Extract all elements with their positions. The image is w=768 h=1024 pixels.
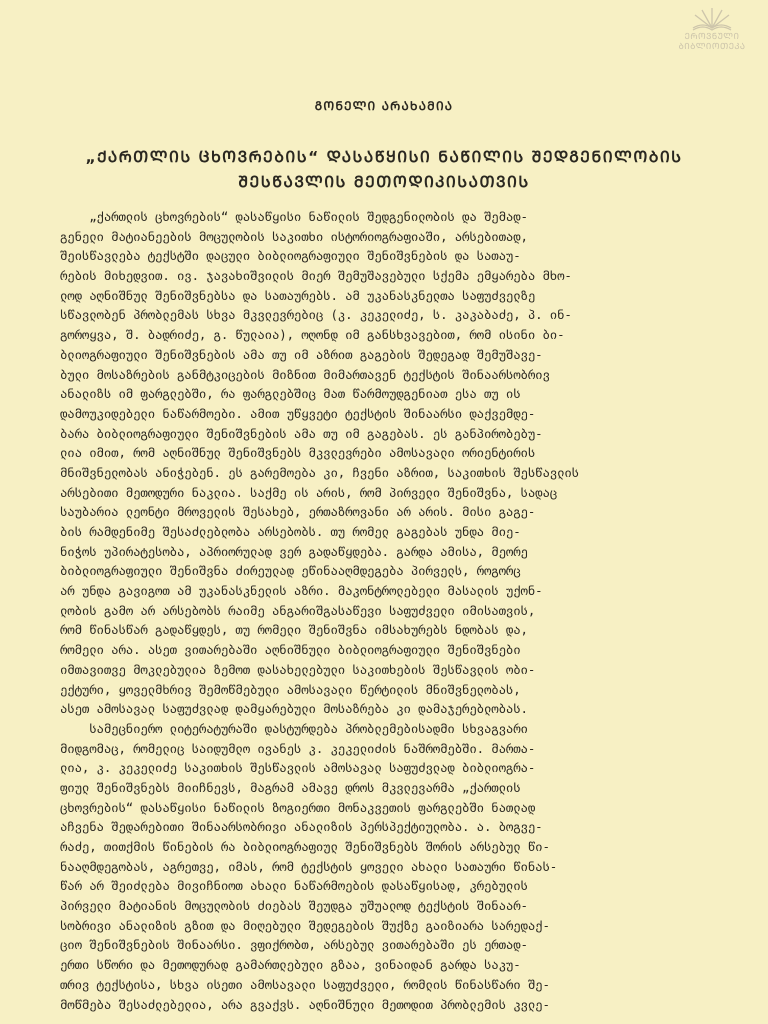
text-line: სობრივი ანალიზის გზით და მიღებული შედეგების შუქზე გაიზიარა სარედაქ- (60, 917, 550, 933)
text-line: ერთი სწორი და მეთოდურად გამართლებული გზაა, ვინაიდან გარდა საკუ- (60, 957, 521, 973)
text-line: მნიშვნელობას ანიჭებენ. ეს გარემოება კი, ჩვენი აზრით, საკითხის შესწავლის (60, 464, 579, 480)
text-line: პირველი მატიანის მოცულობის ძიებას შეუდგა უშუალოდ ტექსტის შინაარ- (60, 898, 528, 914)
text-line: არსებითი მეთოდური ნაკლია. საქმე ის არის, რომ პირველი შენიშვნა, სადაც (60, 484, 558, 500)
text-line: ასეთ ამოსავალ საფუძვლად დამყარებული მოსაზრება კი დამაჯერებლობას. (60, 701, 528, 717)
article-body (60, 207, 715, 1014)
text-line: ლობის გამო არ არსებობს რაიმე ანგარიშგასაწევი საფუძველი იმისათვის, (60, 602, 536, 618)
title-line: ᲨᲔᲡᲬᲐᲕᲚᲘᲡ ᲛᲔᲗᲝᲓᲘᲙᲘᲡᲐᲗᲕᲘᲡ (238, 173, 530, 191)
text-line: ლოდ აღნიშნულ შენიშვნებსა და სათაურებს. ამ უკანასკნელთა საფუძველზე (60, 287, 536, 303)
text-line: შეისწავლება ტექსტში დაცული ბიბლიოგრაფიული შენიშვნების და სათაუ- (60, 248, 521, 264)
text-line: სწავლობენ პრობლემას სხვა მკვლევრებიც (კ. კეკელიძე, ს. კაკაბაძე, პ. ინ- (60, 307, 572, 323)
text-line: რაძე, თითქმის წინების რა ბიბლიოგრაფიულ შენიშვნებს შორის არსებულ წი- (60, 839, 550, 854)
library-stamp (666, 2, 758, 74)
text-line: საუბარია ლეონტი მროველის შესახებ, ერთაზროვანი არ არის. მისი გაგე- (60, 504, 536, 520)
text-line: ბიბლიოგრაფიული შენიშვნა ძირეულად ეწინააღმდეგება პირველს, როგორც (60, 563, 521, 579)
text-line: არ უნდა გავიგოთ ამ უკანასკნელის აზრი. მაკონტროლებელი მასალის უქონ- (60, 583, 543, 599)
text-line: ნააღმდეგობას, აგრეთვე, იმას, რომ ტექსტის ყოველი ახალი სათაური წინას- (60, 858, 558, 874)
text-line: ბლიოგრაფიული შენიშვნების ამა თუ იმ აზრით გაგების შედეგად შემუშავე- (60, 346, 543, 362)
text-line: რომელი არა. ასეთ ვითარებაში აღნიშნული ბიბლიოგრაფიული შენიშვნები (60, 642, 521, 658)
author-name: ᲒᲝᲜᲔᲚᲘ ᲐᲠᲐᲮᲐᲛᲘᲐ (314, 99, 454, 113)
article-title (60, 145, 708, 195)
text-line: წარ არ შეიძლება მივიჩნიოთ ახალი ნაწარმოების დასაწყისად, კრებულის (60, 878, 528, 894)
text-line: ციო შენიშვნების შინაარსი. ვფიქრობთ, არსებულ ვითარებაში ეს ერთად- (60, 937, 528, 953)
text-line: ანალიზს იმ ფარგლებში, რა ფარგლებშიც მათ წარმოუდგენიათ ესა თუ ის (60, 386, 521, 402)
text-line: „ქართლის ცხოვრების“ დასაწყისი ნაწილის შედგენილობის და შემად- (60, 209, 528, 224)
text-line: მიდგომაც, რომელიც საიდუმლო ივანეს კ. კეკელიძის ნაშრომებში. მართა- (60, 740, 536, 756)
text-line: ბარა ბიბლიოგრაფიული შენიშვნების ამა თუ იმ გაგებას. ეს განპირობებუ- (60, 425, 543, 441)
title-line: „ᲥᲐᲠᲗᲚᲘᲡ ᲪᲮᲝᲕᲠᲔᲑᲘᲡ“ ᲓᲐᲡᲐᲬᲧᲘᲡᲘ ᲜᲐᲬᲘᲚᲘᲡ ᲨᲔᲓᲒᲔᲜᲘᲚᲝᲑᲘᲡ (85, 148, 683, 166)
text-line: ნიჭოს უპირატესობა, აპრიორულად ვერ გადაწყდება. გარდა ამისა, მეორე (60, 543, 528, 559)
text-line: ფიულ შენიშვნებს მიიჩნევს, მაგრამ ამავე დროს მკვლევარმა „ქართლის (60, 779, 521, 795)
text-line: ცხოვრების“ დასაწყისი ნაწილის ზოგიერთი მონაკვეთის ფარგლებში ნათლად (60, 799, 536, 815)
text-line: ბული მოსაზრების განმტკიცების მიზნით მიმართავენ ტექსტის შინაარსობრივ (60, 366, 550, 382)
text-line: დამოუკიდებელი ნაწარმოები. ამით უწყვეტი ტექსტის შინაარსი დაქვემდე- (60, 405, 536, 421)
stamp-text: ᲔᲠᲝᲕᲜᲣᲚᲘ ᲑᲘᲑᲚᲘᲝᲗᲔᲙᲐ (678, 32, 746, 52)
text-line: აჩვენა შედარებითი შინაარსობრივი ანალიზის პერსპექტიულობა. ა. ბოგვე- (60, 819, 543, 835)
text-line: მოწმება შესაძლებელია, არა გვაქვს. აღნიშნული მეთოდით პრობლემის კვლე- (60, 996, 550, 1012)
text-line: რების მიხედვით. ივ. ჯავახიშვილის მიერ შემუშავებული სქემა ემყარება მხო- (60, 268, 572, 284)
text-line: სამეცნიერო ლიტერატურაში დასტურდება პრობლემებისადმი სხვაგვარი (60, 720, 528, 736)
text-line: ლია იმით, რომ აღნიშნულ შენიშვნებს მკვლევრები ამოსავალი ორიენტირის (60, 445, 536, 461)
text-line: ექტური, ყოველმხრივ შემოწმებული ამოსავალი წერტილის მნიშვნელობას, (60, 681, 521, 697)
text-line: ბის რამდენიმე შესაძლებლობა არსებობს. თუ რომელ გაგებას უნდა მიე- (60, 524, 521, 539)
book-logo-icon (689, 2, 735, 32)
text-line: თრივ ტექსტისა, სხვა ისეთი ამოსავალი საფუძველი, რომლის წინასწარი შე- (60, 976, 550, 992)
text-line: გენელი მატიანეების მოცულობის საკითხი ისტორიოგრაფიაში, არსებითად, (60, 228, 528, 244)
text-line: ლია, კ. კეკელიძე საკითხის შესწავლის ამოსავალ საფუძვლად ბიბლიოგრა- (60, 760, 536, 776)
text-line: იმთავითვე მოკლებულია ზემოთ დასახელებული საკითხების შესწავლის ობი- (60, 661, 536, 677)
text-line: გოროყვა, შ. ბადრიძე, გ. წულაია), ოღონდ იმ განსხვავებით, რომ ისინი ბი- (60, 327, 565, 343)
text-line: რომ წინასწარ გადაწყდეს, თუ რომელი შენიშვნა იმსახურებს ნდობას და, (60, 622, 528, 638)
